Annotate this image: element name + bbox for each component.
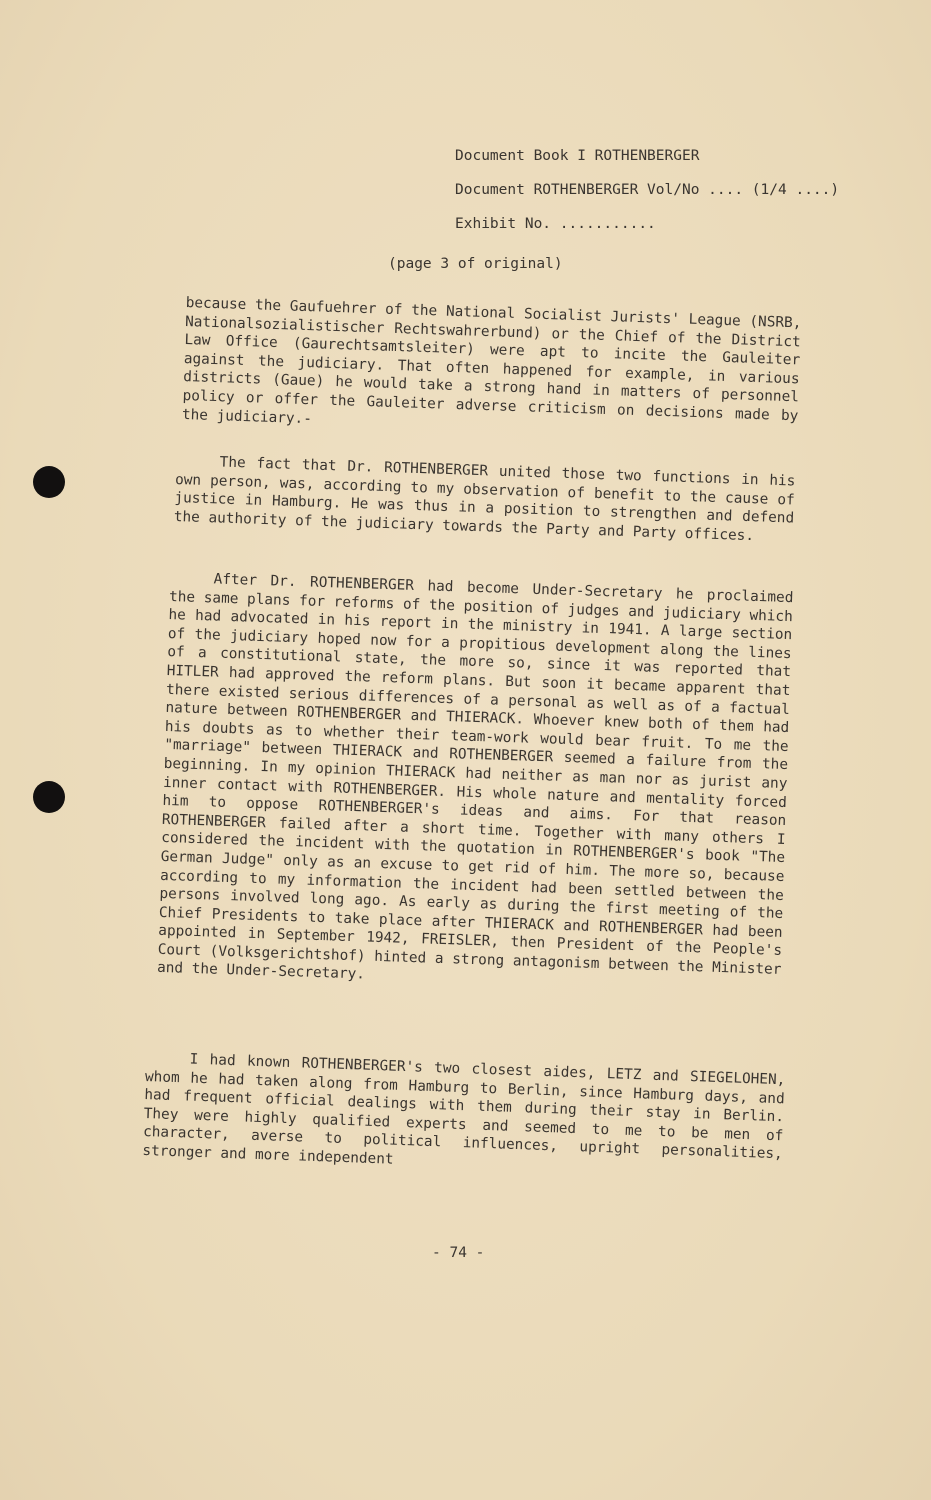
document-book-line: Document Book I ROTHENBERGER <box>455 148 700 164</box>
paragraph-4 <box>142 1049 786 1183</box>
punch-hole <box>33 466 65 498</box>
document-volume-line: Document ROTHENBERGER Vol/No .... (1/4 ....) <box>455 182 840 198</box>
page-reference: (page 3 of original) <box>388 256 563 272</box>
paragraph-text: because the Gaufuehrer of the National Socialist Jurists' League (NSRB, Nationalsozialistischer Rechtswahrerbund) or the Chief of the District Law Office (Gaurechtsamtsleiter) were apt to incite the Gauleiter against the judiciary. That often happened for example, in various districts (Gaue) he would take a strong hand in matters of personnel policy or offer the Gauleiter adverse criticism on decisions made by the judiciary.- <box>181 294 802 427</box>
paragraph-3 <box>157 569 794 998</box>
paragraph-text: The fact that Dr. ROTHENBERGER united those two functions in his own person, was, according to my observation of benefit to the cause of justice in Hamburg. He was thus in a position to strengthen and defend the authority of the judiciary towards the Party and Party offices. <box>173 454 796 544</box>
punch-hole <box>33 781 65 813</box>
paragraph-2 <box>174 452 796 547</box>
page-number: - 74 - <box>432 1245 485 1261</box>
paragraph-1 <box>182 294 802 445</box>
paragraph-text: After Dr. ROTHENBERGER had become Under-Secretary he proclaimed the same plans for reforms of the position of judges and judiciary which he had advocated in his report in the ministry in 1941. A large section of the judiciary hoped now for a propitious development along the lines of a constitutional state, the more so, since it was reported that HITLER had approved the reform plans. But soon it became apparent that there existed serious differences of a personal as well as of a factual nature between ROTHENBERGER and THIERACK. Whoever knew both of them had his doubts as to whether their team-work would bear fruit. To me the "marriage" between THIERACK and ROTHENBERGER seemed a failure from the beginning. In my opinion THIERACK had neither as man nor as jurist any inner contact with ROTHENBERGER. His whole nature and mentality forced him to oppose ROTHENBERGER's ideas and aims. For that reason ROTHENBERGER failed after a short time. Together with many others I considered the incident with the quotation in ROTHENBERGER's book "The German Judge" only as an excuse to get rid of him. The more so, because according to my information the incident had been settled between the persons involved long ago. As early as during the first meeting of the Chief Presidents to take place after THIERACK and ROTHENBERGER had been appointed in September 1942, FREISLER, then President of the People's Court (Volksgerichtshof) hinted a strong antagonism between the Minister and the Under-Secretary. <box>156 571 794 983</box>
exhibit-line: Exhibit No. ........... <box>455 216 656 232</box>
paragraph-text: I had known ROTHENBERGER's two closest aides, LETZ and SIEGELOHEN, whom he had taken along from Hamburg to Berlin, since Hamburg days, and had frequent official dealings with them during their stay in Berlin. They were highly qualified experts and seemed to me to be men of character, averse to political influences, upright personalities, stronger and more independent <box>142 1051 786 1168</box>
